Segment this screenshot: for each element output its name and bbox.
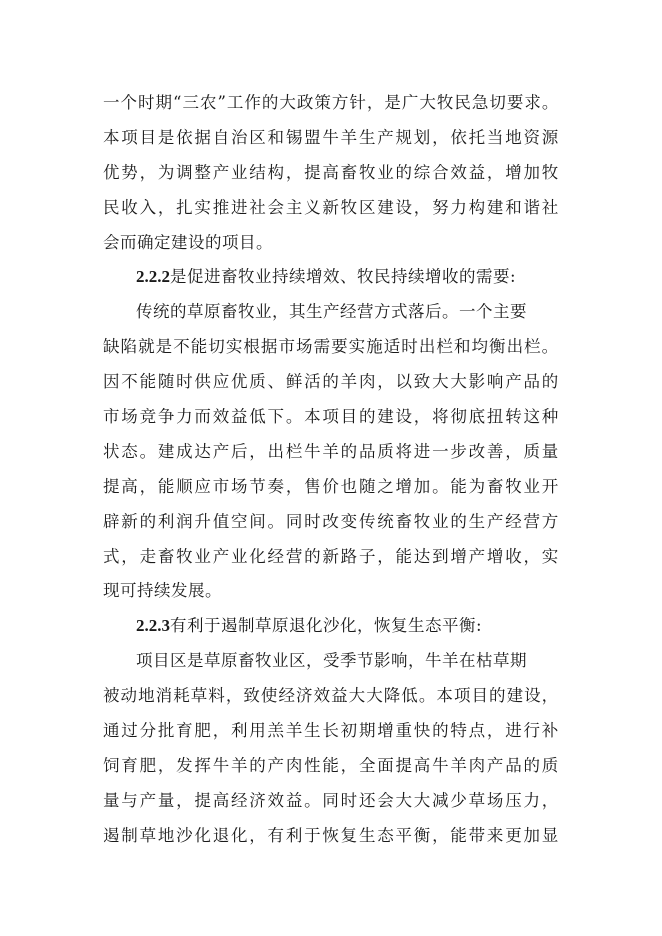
paragraph-2-line: 提 高 ， 能 顺 应 市 场 节 奏 ， 售 价 也 随 之 增 加 。 能 为 畜 牧 业 开 (103, 476, 559, 496)
paragraph-3-line: 项目区是草原畜牧业区，受季节影响，牛羊在枯草期 (136, 651, 527, 671)
paragraph-1-line: 会而确定建设的项目。 (103, 232, 273, 252)
paragraph-2-line: 因 不 能 随 时 供 应 优 质 、 鲜 活 的 羊 肉 ， 以 致 大 大 影 响 产 品 的 (103, 372, 559, 392)
section-title: 有利于遏制草原退化沙化，恢复生态平衡: (170, 616, 483, 636)
paragraph-3-line: 量 与 产 量 ， 提 高 经 济 效 益 。 同 时 还 会 大 大 减 少 草 场 压 力 ， (103, 790, 559, 810)
paragraph-2-line: 市 场 竞 争 力 而 效 益 低 下 。 本 项 目 的 建 设 ， 将 彻 底 扭 转 这 种 (103, 407, 559, 427)
paragraph-3-line: 饲 育 肥 ， 发 挥 牛 羊 的 产 肉 性 能 ， 全 面 提 高 牛 羊 肉 产 品 的 质 (103, 755, 559, 775)
section-heading-2-2-3 (103, 609, 559, 644)
section-title: 是促进畜牧业持续增效、牧民持续增收的需要: (170, 267, 517, 287)
paragraph-3-line: 被 动 地 消 耗 草 料 ， 致 使 经 济 效 益 大 大 降 低 。 本 项 目 的 建 设 ， (103, 686, 559, 706)
body-text (103, 86, 559, 854)
paragraph-1-line: 民 收 入 ， 扎 实 推 进 社 会 主 义 新 牧 区 建 设 ， 努 力 构 建 和 谐 社 (103, 197, 559, 217)
paragraph-3-line: 通 过 分 批 育 肥 ， 利 用 羔 羊 生 长 初 期 增 重 快 的 特 点 ， 进 行 补 (103, 721, 559, 741)
paragraph-3-line: 遏 制 草 地 沙 化 退 化 ， 有 利 于 恢 复 生 态 平 衡 ， 能 带 来 更 加 显 (103, 825, 559, 845)
section-heading-2-2-2 (103, 260, 559, 295)
paragraph-2-line: 缺 陷 就 是 不 能 切 实 根 据 市 场 需 要 实 施 适 时 出 栏 和 均 衡 出 栏 。 (103, 337, 559, 357)
paragraph-1-line: 优 势 ， 为 调 整 产 业 结 构 ， 提 高 畜 牧 业 的 综 合 效 益 ， 增 加 牧 (103, 162, 559, 182)
section-number: 2.2.2 (136, 267, 170, 287)
section-number: 2.2.3 (136, 616, 170, 636)
paragraph-2-line: 状 态 。 建 成 达 产 后 ， 出 栏 牛 羊 的 品 质 将 进 一 步 改 善 ， 质 量 (103, 441, 559, 461)
paragraph-2-line: 式 ， 走 畜 牧 业 产 业 化 经 营 的 新 路 子 ， 能 达 到 增 产 增 收 ， 实 (103, 546, 559, 566)
paragraph-1-line: 本 项 目 是 依 据 自 治 区 和 锡 盟 牛 羊 生 产 规 划 ， 依 托 当 地 资 源 (103, 127, 559, 147)
paragraph-2-line: 传统的草原畜牧业，其生产经营方式落后。一个主要 (136, 302, 527, 322)
paragraph-1-line: 一 个 时 期 “ 三 农 ” 工 作 的 大 政 策 方 针 ， 是 广 大 牧 民 急 切 要 求 。 (103, 93, 559, 112)
paragraph-2-line: 辟 新 的 利 润 升 值 空 间 。 同 时 改 变 传 统 畜 牧 业 的 生 产 经 营 方 (103, 511, 559, 531)
paragraph-2-line: 现可持续发展。 (103, 581, 222, 601)
